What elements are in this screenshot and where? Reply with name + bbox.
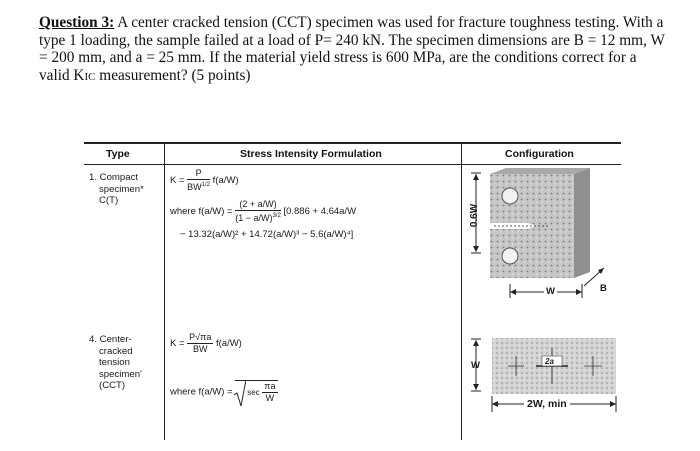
- table-col-divider-1: [164, 142, 165, 440]
- row1-dim-h-label: 0.6W: [469, 203, 481, 228]
- row1-k-num: P: [187, 168, 210, 180]
- row2-type-line: tension: [99, 357, 130, 368]
- row2-k-lhs: K =: [170, 338, 185, 350]
- row1-k-lhs: K =: [170, 175, 185, 187]
- table-col-divider-2: [461, 142, 462, 440]
- row1-type: [89, 172, 144, 207]
- row2-sec-num: πa: [264, 381, 276, 391]
- row2-k-formula: [170, 332, 242, 355]
- row1-k-den: BW: [187, 182, 202, 192]
- row1-k-formula: [170, 168, 239, 193]
- row1-where: where f(a/W) =: [170, 206, 233, 218]
- row2-where-formula: [170, 380, 278, 404]
- row1-type-line: specimen*: [99, 183, 144, 195]
- row2-dim-w-label: W: [471, 360, 480, 371]
- row1-f-den-exp: 3/2: [272, 213, 281, 219]
- row2-type: [89, 334, 142, 392]
- question-label: Question 3:: [39, 14, 115, 31]
- row1-dim-w-label: W: [546, 286, 555, 297]
- header-formula: Stress Intensity Formulation: [240, 148, 382, 160]
- row2-dim-2a-label: 2a: [545, 357, 554, 366]
- row1-f-num: (2 + a/W): [235, 199, 281, 211]
- row1-dim-b-label: B: [600, 283, 607, 294]
- row2-type-line: (CCT): [99, 380, 126, 391]
- row2-sqrt: [235, 380, 277, 404]
- row1-k-fraction: [187, 168, 210, 193]
- row2-type-line: cracked: [99, 345, 133, 357]
- question-text: A center cracked tension (CCT) specimen was used for fracture toughness testing. With a type 1 loading, the sample failed at a load of P= 240 kN. The specimen dimensions are B = 12 mm, W = 200 mm, and a = 25 mm. If the material yield stress is 600 MPa, are the conditions correct for a valid K: [39, 14, 665, 84]
- question-text-end: measurement? (5 points): [95, 66, 251, 84]
- stress-intensity-table: [84, 142, 621, 442]
- row1-type-line: 1. Compact: [89, 172, 139, 183]
- row1-poly-1: [0.886 + 4.64a/W: [283, 206, 357, 218]
- sqrt-symbol-icon: [234, 379, 246, 407]
- row2-k-fraction: [187, 332, 213, 355]
- row1-type-line: C(T): [99, 195, 119, 206]
- row1-k-den-exp: 1/2: [201, 182, 211, 188]
- row2-type-line: specimen': [99, 368, 142, 380]
- row2-k-den: BW: [193, 344, 208, 354]
- row2-where: where f(a/W) =: [170, 386, 233, 398]
- header-configuration: Configuration: [505, 148, 574, 160]
- row1-f-den: (1 − a/W): [235, 213, 273, 223]
- kic-subscript: IC: [84, 70, 96, 83]
- row2-sec-fraction: [262, 381, 277, 404]
- row2-sec-den: W: [265, 393, 275, 403]
- row2-type-line: 4. Center-: [89, 334, 132, 345]
- row1-f-fraction: [235, 199, 281, 224]
- question-paragraph: [39, 14, 669, 86]
- row2-sec: sec: [247, 388, 260, 398]
- row1-k-func: f(a/W): [212, 175, 239, 187]
- header-type: Type: [106, 148, 130, 160]
- row2-dim-2w-label: 2W, min: [524, 398, 570, 410]
- row1-poly-2: − 13.32(a/W)² + 14.72(a/W)³ − 5.6(a/W)⁴]: [180, 229, 354, 240]
- row2-k-func: f(a/W): [215, 338, 242, 350]
- row2-k-num: P√πa: [189, 332, 212, 342]
- row1-where-formula: [170, 199, 356, 224]
